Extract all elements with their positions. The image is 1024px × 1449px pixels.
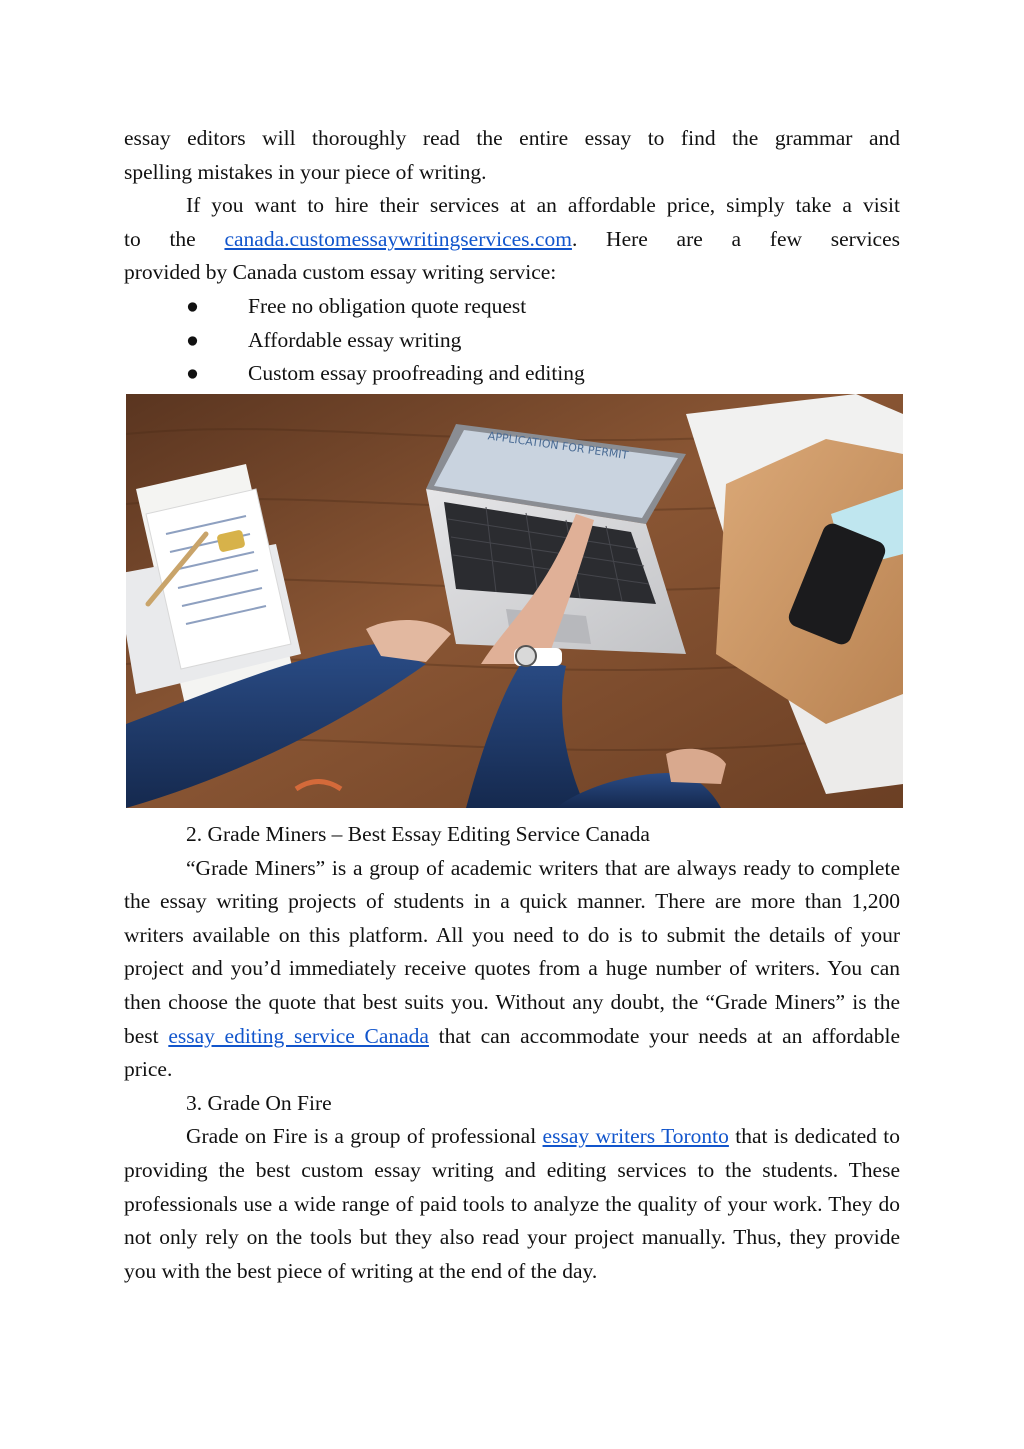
intro-line-1: essay editors will thoroughly read the entire essay to find the grammar and: [124, 126, 900, 150]
essay-editing-service-link[interactable]: essay editing service Canada: [168, 1023, 429, 1048]
section-3-paragraph: [124, 1120, 900, 1288]
visit-line-3: provided by Canada custom essay writing service:: [124, 260, 557, 285]
visit-line-1: If you want to hire their services at an affordable price, simply take a visit: [186, 193, 900, 218]
bullet-icon: ●: [186, 361, 199, 386]
desk-laptop-photo: [126, 394, 903, 808]
list-item: [124, 324, 900, 358]
list-item-text: Affordable essay writing: [248, 327, 462, 352]
bullet-icon: ●: [186, 293, 199, 318]
canada-site-link[interactable]: canada.customessaywritingservices.com: [224, 226, 572, 251]
section-3-text-end: that is dedicated to providing the best custom essay writing and editing services to the students. These professionals use a wide range of paid tools to analyze the quality of your work. They do not only rely on the tools but they also read your project manually. Thus, they provide you with the best piece of writing at the end of the day.: [124, 1124, 900, 1283]
section-2-text-end: that can accommodate your needs at an affordable price.: [124, 1023, 900, 1082]
bottom-text-block: [124, 818, 900, 1288]
intro-line-2: spelling mistakes in your piece of writing.: [124, 159, 487, 184]
screen-text: APPLICATION FOR PERMIT: [486, 429, 630, 462]
visit-prefix: to the: [124, 226, 196, 251]
list-item: [124, 290, 900, 324]
top-text-block: [124, 122, 900, 391]
section-2-heading: 2. Grade Miners – Best Essay Editing Service Canada: [186, 822, 650, 846]
list-item-text: Custom essay proofreading and editing: [248, 361, 585, 386]
bullet-icon: ●: [186, 327, 199, 352]
section-3-text: Grade on Fire is a group of professional: [186, 1124, 543, 1149]
visit-line-2: [124, 223, 900, 257]
list-item-text: Free no obligation quote request: [248, 293, 527, 318]
section-2-paragraph: [124, 852, 900, 1087]
visit-suffix: . Here are a few services: [571, 226, 900, 251]
services-list: [124, 290, 900, 391]
essay-writers-toronto-link[interactable]: essay writers Toronto: [542, 1124, 729, 1149]
section-2-text: “Grade Miners” is a group of academic writers that are always ready to complete the essay writing projects of students in a quick manner. There are more than 1,200 writers available on this platform. All you need to do is to submit the details of your project and you’d immediately receive quotes from a huge number of writers. You can then choose the quote that best suits you. Without any doubt, the “Grade Miners” is the best: [124, 855, 900, 1048]
list-item: [124, 357, 900, 391]
photo-illustration: [126, 394, 903, 808]
section-3-heading: 3. Grade On Fire: [186, 1090, 332, 1115]
wristwatch: [516, 646, 536, 666]
